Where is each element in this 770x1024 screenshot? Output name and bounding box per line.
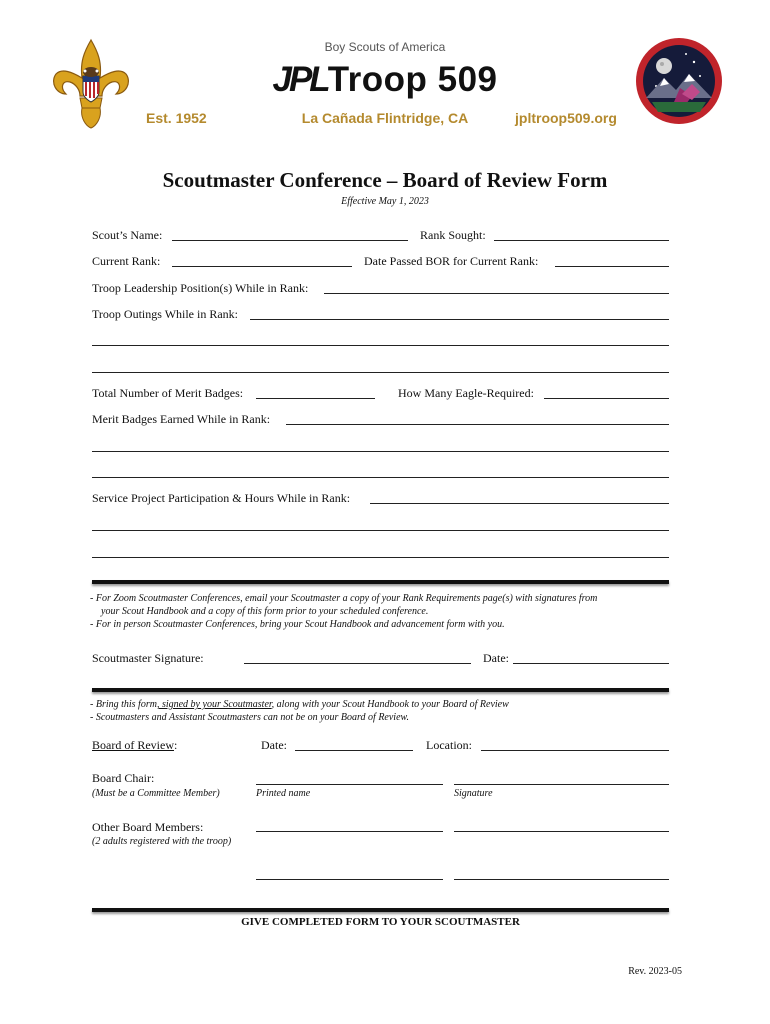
- section-divider-footer: [92, 908, 669, 912]
- member-2-signature-field[interactable]: [454, 879, 669, 880]
- in-person-note: - For in person Scoutmaster Conferences, bring your Scout Handbook and advancement form with you.: [90, 619, 505, 630]
- member-1-printed-name-field[interactable]: [256, 831, 443, 832]
- effective-date: Effective May 1, 2023: [341, 196, 429, 207]
- service-project-field[interactable]: [370, 503, 669, 504]
- merit-badges-earned-line-2[interactable]: [92, 451, 669, 452]
- total-merit-badges-field[interactable]: [256, 398, 375, 399]
- service-project-line-3[interactable]: [92, 557, 669, 558]
- scoutmaster-signature-label: Scoutmaster Signature:: [92, 651, 204, 665]
- service-project-label: Service Project Participation & Hours While in Rank:: [92, 491, 351, 505]
- total-merit-badges-label: Total Number of Merit Badges:: [92, 386, 244, 400]
- other-board-members-note: (2 adults registered with the troop): [92, 836, 232, 847]
- scoutmaster-signature-field[interactable]: [244, 663, 471, 664]
- location: La Cañada Flintridge, CA: [301, 110, 469, 126]
- eagle-required-label: How Many Eagle-Required:: [398, 386, 534, 400]
- current-rank-field[interactable]: [172, 266, 352, 267]
- scoutmaster-date-label: Date:: [483, 651, 509, 665]
- board-notes: [90, 698, 509, 724]
- printed-name-caption: Printed name: [256, 788, 311, 799]
- outings-label: Troop Outings While in Rank:: [92, 307, 239, 321]
- bring-form-note: - Bring this form, signed by your Scoutmaster, along with your Scout Handbook to your Board of Review: [90, 699, 509, 710]
- board-chair-printed-name-field[interactable]: [256, 784, 443, 785]
- revision-number: Rev. 2023-05: [628, 966, 682, 977]
- board-location-label: Location:: [426, 738, 472, 752]
- board-date-label: Date:: [261, 738, 287, 752]
- board-location-field[interactable]: [481, 750, 669, 751]
- scout-name-field[interactable]: [172, 240, 408, 241]
- scoutmasters-excluded-note: - Scoutmasters and Assistant Scoutmasters can not be on your Board of Review.: [90, 712, 409, 723]
- member-2-printed-name-field[interactable]: [256, 879, 443, 880]
- zoom-conference-note: [90, 592, 597, 631]
- current-rank-label: Current Rank:: [92, 254, 161, 268]
- other-board-members-label: Other Board Members:: [92, 820, 204, 834]
- scout-name-label: Scout’s Name:: [92, 228, 163, 242]
- rank-sought-field[interactable]: [494, 240, 669, 241]
- section-divider-board: [92, 688, 669, 692]
- outings-field-line-2[interactable]: [92, 345, 669, 346]
- jpl-wordmark: JPL: [272, 60, 328, 99]
- rank-sought-label: Rank Sought:: [420, 228, 486, 242]
- eagle-required-field[interactable]: [544, 398, 669, 399]
- signature-caption: Signature: [454, 788, 493, 799]
- zoom-note-line-2: your Scout Handbook and a copy of this form prior to your scheduled conference.: [101, 606, 429, 617]
- final-instruction: GIVE COMPLETED FORM TO YOUR SCOUTMASTER: [241, 916, 520, 928]
- scoutmaster-date-field[interactable]: [513, 663, 669, 664]
- zoom-note-line-1: - For Zoom Scoutmaster Conferences, email your Scoutmaster a copy of your Rank Requirements page(s) with signatures from: [90, 593, 598, 604]
- troop-patch: [634, 36, 724, 126]
- merit-badges-earned-field[interactable]: [286, 424, 669, 425]
- troop-name: Troop 509: [327, 60, 498, 99]
- board-date-field[interactable]: [295, 750, 413, 751]
- website-link[interactable]: jpltroop509.org: [515, 110, 617, 126]
- org-name: Boy Scouts of America: [324, 40, 446, 54]
- outings-field[interactable]: [250, 319, 669, 320]
- merit-badges-earned-label: Merit Badges Earned While in Rank:: [92, 412, 271, 426]
- board-chair-signature-field[interactable]: [454, 784, 669, 785]
- merit-badges-earned-line-3[interactable]: [92, 477, 669, 478]
- board-chair-note: (Must be a Committee Member): [92, 788, 220, 799]
- section-divider-scoutmaster: [92, 580, 669, 584]
- service-project-line-2[interactable]: [92, 530, 669, 531]
- member-1-signature-field[interactable]: [454, 831, 669, 832]
- date-passed-bor-label: Date Passed BOR for Current Rank:: [364, 254, 539, 268]
- form-title: Scoutmaster Conference – Board of Review Form: [162, 168, 608, 192]
- leadership-field[interactable]: [324, 293, 669, 294]
- board-of-review-heading: Board of Review:: [92, 738, 178, 752]
- board-chair-label: Board Chair:: [92, 771, 155, 785]
- outings-field-line-3[interactable]: [92, 372, 669, 373]
- date-passed-bor-field[interactable]: [555, 266, 669, 267]
- established-year: Est. 1952: [146, 110, 207, 126]
- leadership-label: Troop Leadership Position(s) While in Rank:: [92, 281, 309, 295]
